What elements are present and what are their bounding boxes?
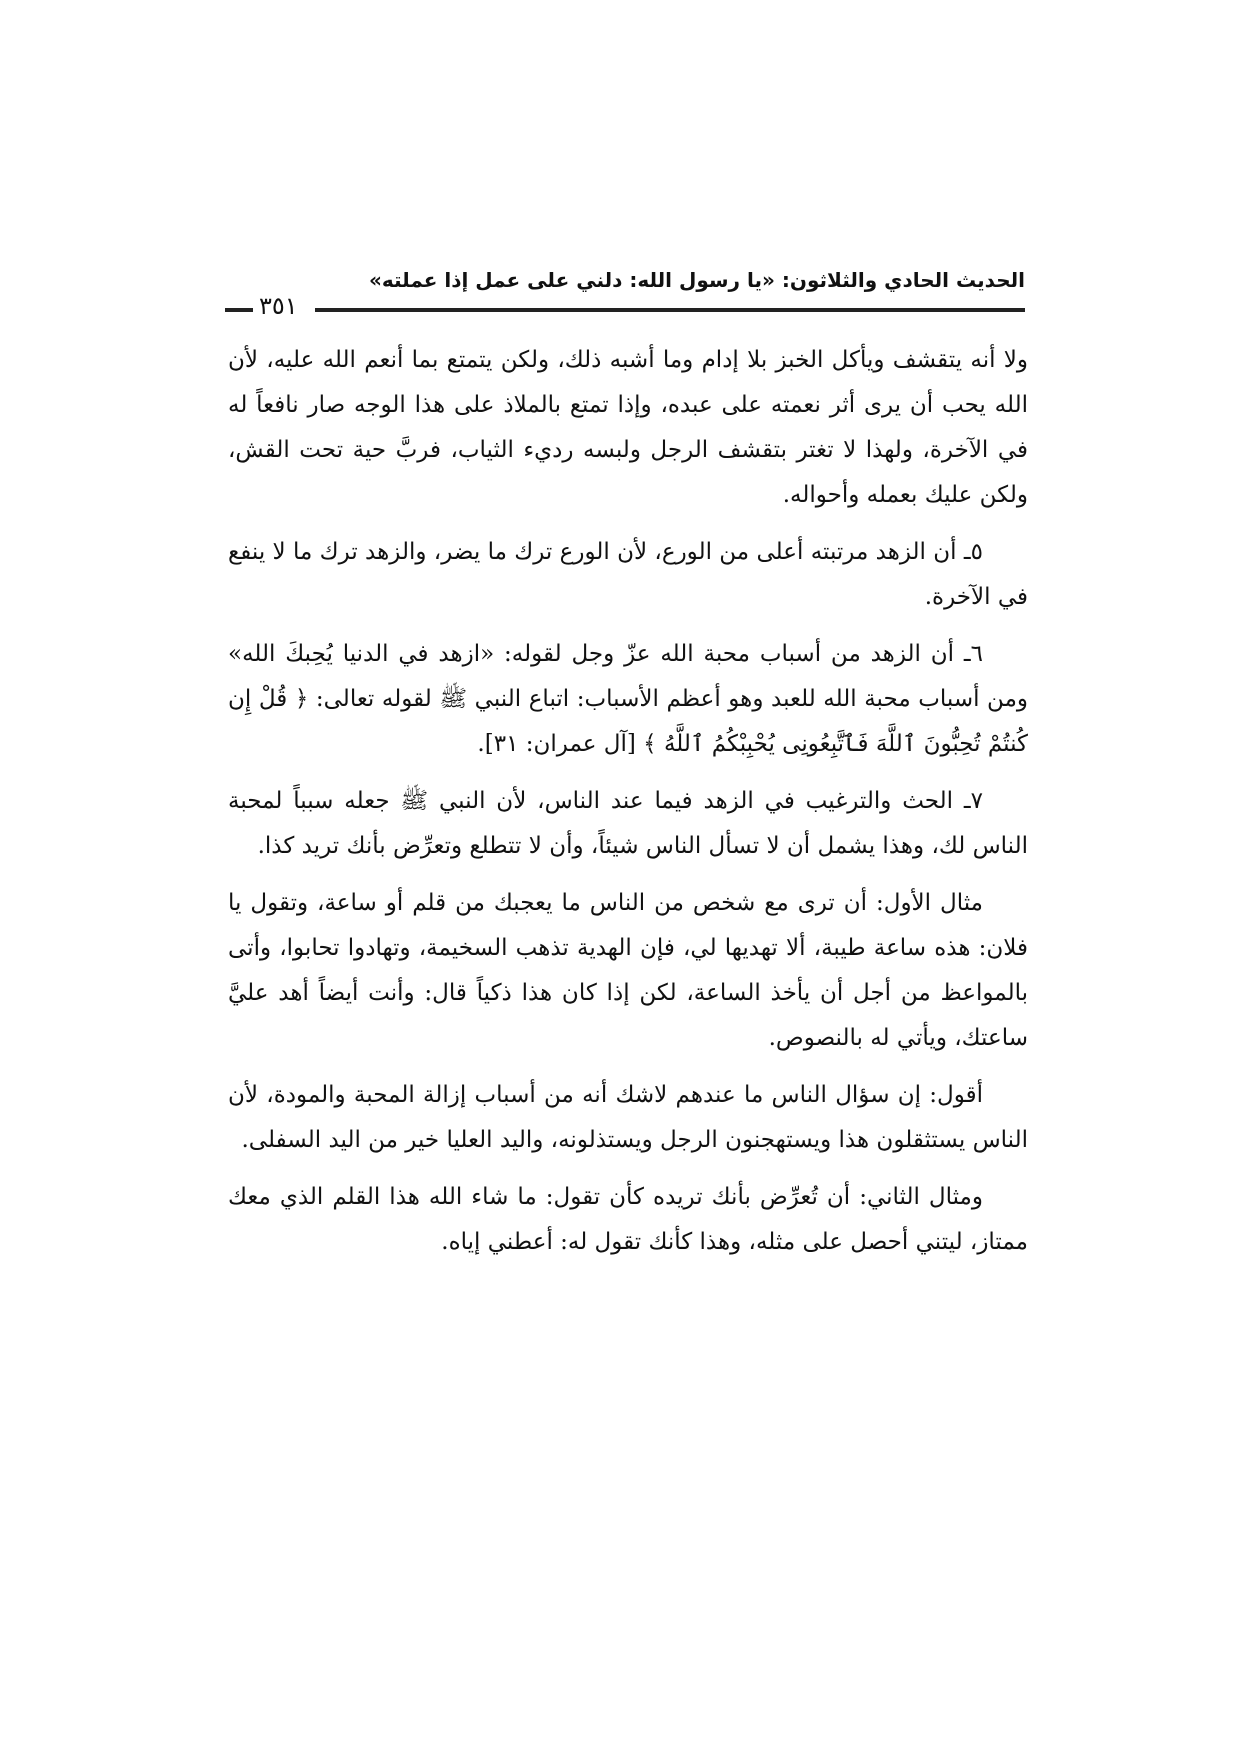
- paragraph-point-7: ٧ـ الحث والترغيب في الزهد فيما عند الناس، لأن النبي ﷺ جعله سبباً لمحبة الناس لك، وهذا يشمل أن لا تسأل الناس شيئاً، وأن لا تتطلع وتعرِّض بأنك تريد كذا.: [228, 788, 1028, 859]
- paragraph-point-6: ٦ـ أن الزهد من أسباب محبة الله عزّ وجل لقوله: «ازهد في الدنيا يُحِبكَ الله» ومن أسباب محبة الله للعبد وهو أعظم الأسباب: اتباع النبي ﷺ لقوله تعالى: ﴿ قُلْ إِن كُنتُمْ تُحِبُّونَ ٱللَّهَ فَٱتَّبِعُونِى يُحْبِبْكُمُ ٱللَّهُ ﴾ [آل عمران: ٣١].: [228, 641, 1028, 757]
- paragraph-example-1: مثال الأول: أن ترى مع شخص من الناس ما يعجبك من قلم أو ساعة، وتقول يا فلان: هذه ساعة طيبة، ألا تهديها لي، فإن الهدية تذهب السخيمة، وتهادوا تحابوا، وأتى بالمواعظ من أجل أن يأخذ الساعة، لكن إذا كان هذا ذكياً قال: وأنت أيضاً أهد عليَّ ساعتك، ويأتي له بالنصوص.: [228, 890, 1028, 1051]
- header-rule-left: [225, 308, 253, 312]
- paragraph-point-5: ٥ـ أن الزهد مرتبته أعلى من الورع، لأن الورع ترك ما يضر، والزهد ترك ما لا ينفع في الآخرة.: [228, 539, 1028, 610]
- paragraph-example-2: ومثال الثاني: أن تُعرِّض بأنك تريده كأن تقول: ما شاء الله هذا القلم الذي معك ممتاز، ليتني أحصل على مثله، وهذا كأنك تقول له: أعطني إياه.: [228, 1184, 1028, 1255]
- page-number: ٣٥١: [259, 292, 298, 320]
- page-body: [228, 338, 1028, 1265]
- paragraph-1: ولا أنه يتقشف ويأكل الخبز بلا إدام وما أشبه ذلك، ولكن يتمتع بما أنعم الله عليه، لأن الله يحب أن يرى أثر نعمته على عبده، وإذا تمتع بالملاذ على هذا الوجه صار نافعاً له في الآخرة، ولهذا لا تغتر بتقشف الرجل ولبسه رديء الثياب، فربَّ حية تحت القش، ولكن عليك بعمله وأحواله.: [228, 347, 1028, 508]
- running-title: الحديث الحادي والثلاثون: «يا رسول الله: دلني على عمل إذا عملته»: [368, 268, 1025, 292]
- page-header: [225, 268, 1025, 328]
- paragraph-comment: أقول: إن سؤال الناس ما عندهم لاشك أنه من أسباب إزالة المحبة والمودة، لأن الناس يستثقلون هذا ويستهجنون الرجل ويستذلونه، واليد العليا خير من اليد السفلى.: [228, 1082, 1028, 1153]
- header-rule: [315, 308, 1025, 312]
